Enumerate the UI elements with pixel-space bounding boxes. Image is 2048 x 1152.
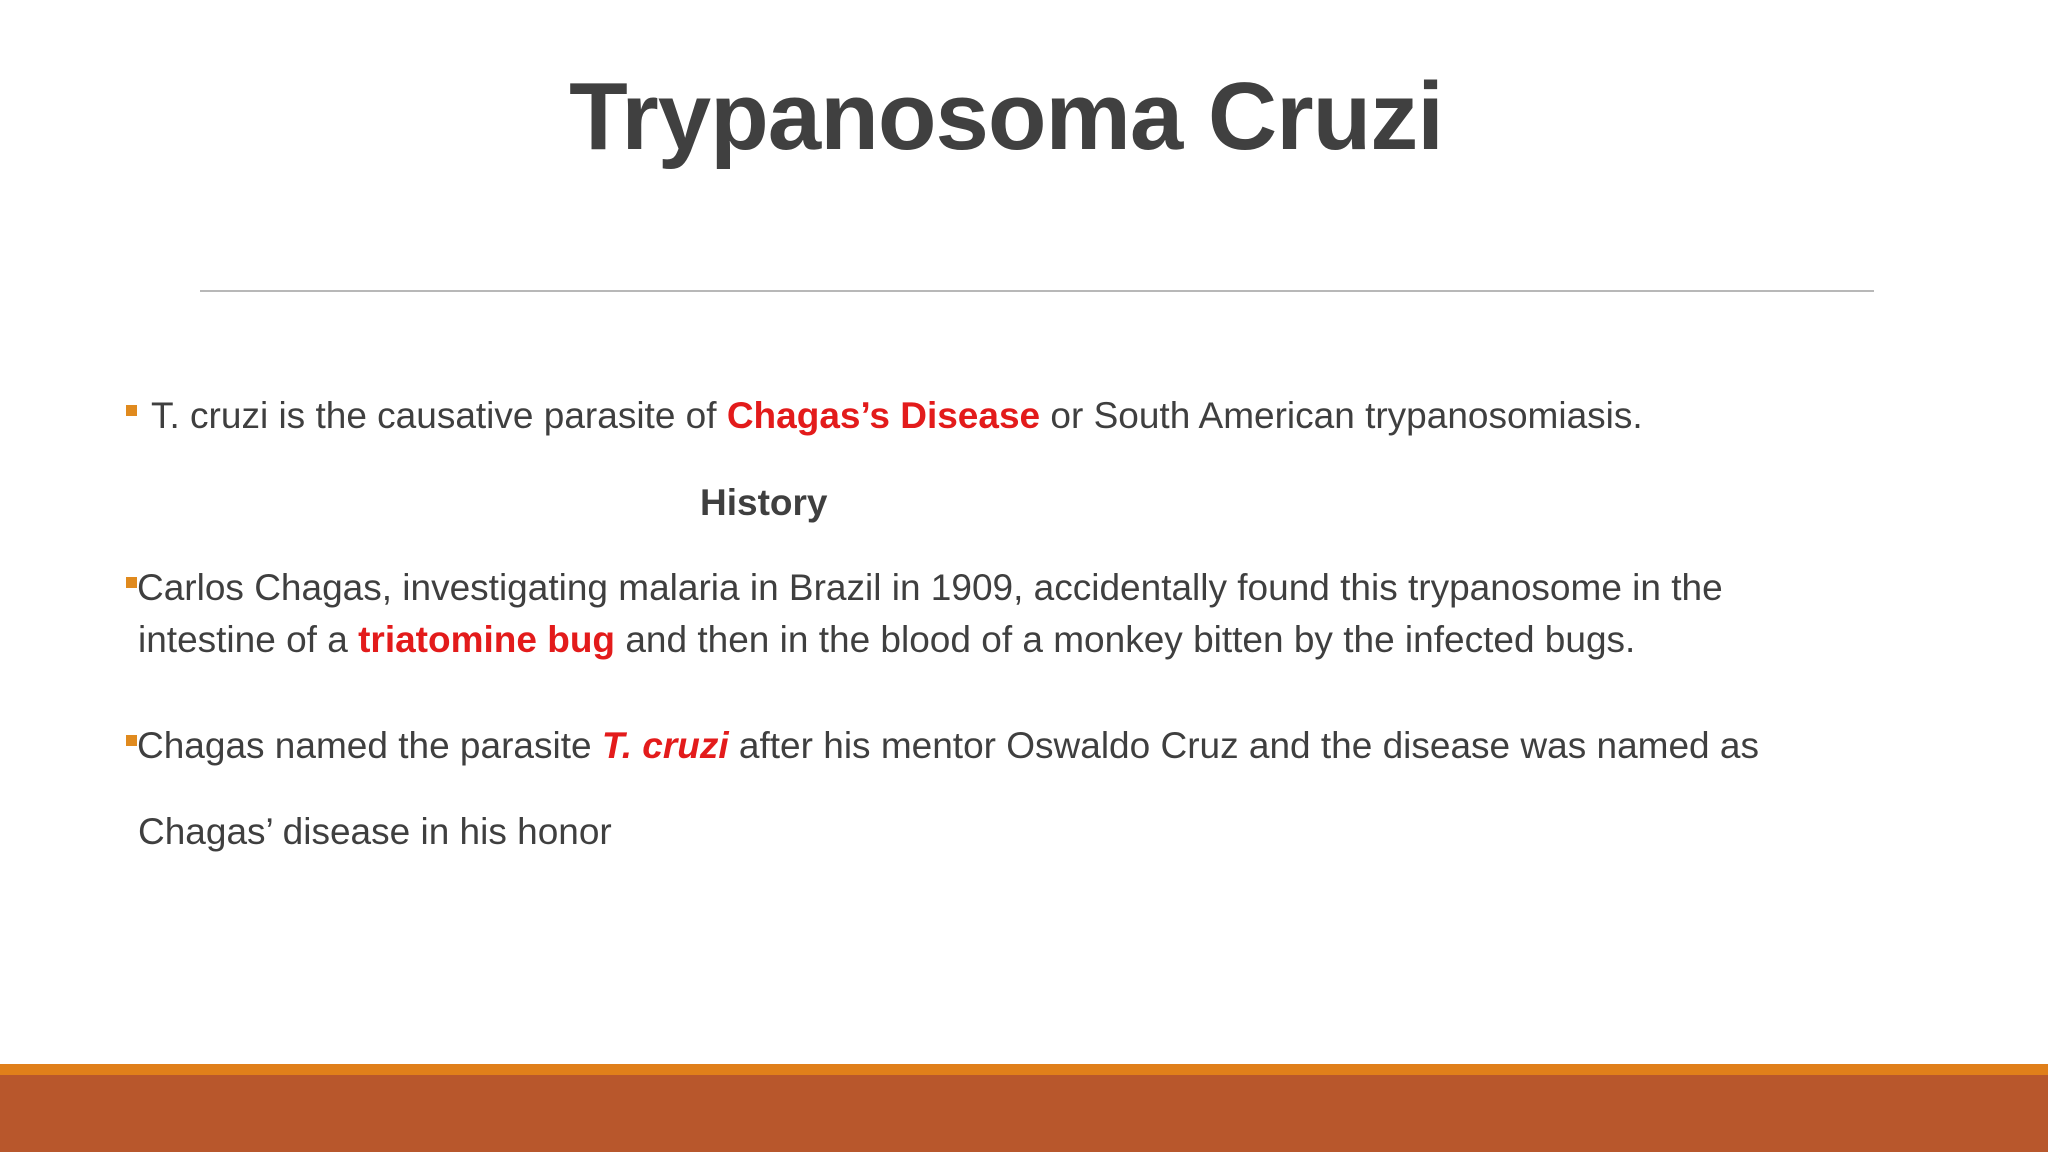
bullet-3-line-2: Chagas’ disease in his honor [138,811,612,852]
bullet-2-line-1: Carlos Chagas, investigating malaria in Brazil in 1909, accidentally found this trypanosome in the [137,567,1723,608]
bullet-item-1 [126,390,1886,442]
bullet-1-text-pre: T. cruzi is the causative parasite of [151,395,727,436]
bullet-1-text-post: or South American trypanosomiasis. [1040,395,1643,436]
square-bullet-icon [126,405,137,416]
square-bullet-icon [126,735,137,746]
title-divider [200,290,1874,292]
square-bullet-icon [126,577,137,588]
bullet-2-line-2 [126,614,1635,666]
bullet-2-line-2-pre: intestine of a [138,619,359,660]
bullet-item-3 [126,720,1906,772]
bullet-2-highlight: triatomine bug [358,619,616,660]
bullet-3-highlight: T. cruzi [601,725,729,766]
history-heading: History [700,482,828,523]
bullet-3-text-pre: Chagas named the parasite [137,725,602,766]
footer-accent-stripe [0,1064,2048,1075]
bullet-2-line-2-post: and then in the blood of a monkey bitten by the infected bugs. [615,619,1636,660]
bullet-item-2 [126,562,1906,666]
footer-band [0,1075,2048,1152]
slide-title: Trypanosoma Cruzi [569,63,1443,170]
bullet-3-text-post: after his mentor Oswaldo Cruz and the disease was named as [728,725,1759,766]
bullet-1-highlight: Chagas’s Disease [726,395,1041,436]
